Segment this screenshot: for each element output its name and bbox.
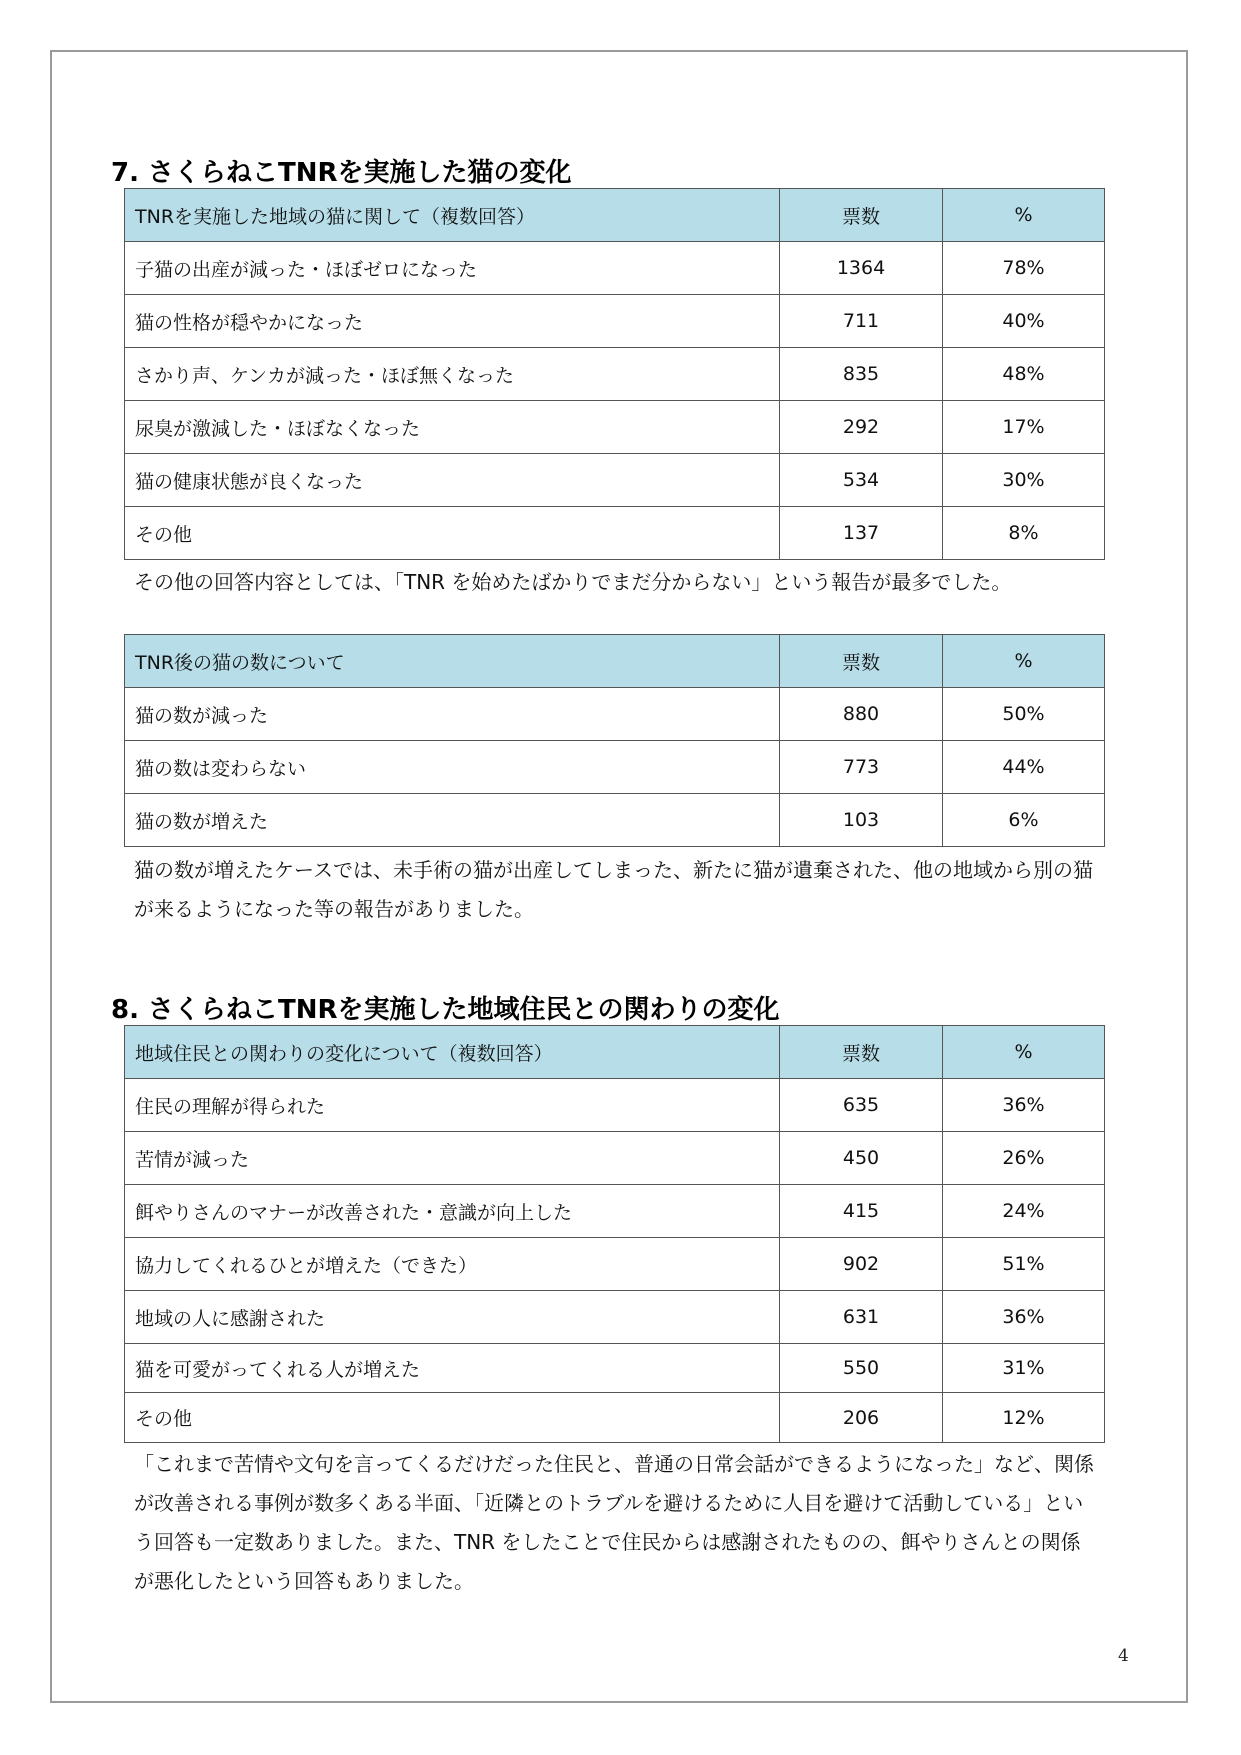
table2-note: 猫の数が増えたケースでは、未手術の猫が出産してしまった、新たに猫が遺棄された、他の地域から別の猫が来るようになった等の報告がありました。 xyxy=(134,858,1093,921)
table-row xyxy=(125,1132,1105,1185)
header-votes: 票数 xyxy=(780,189,943,242)
row-percent: 8% xyxy=(943,507,1105,560)
row-votes: 635 xyxy=(780,1079,943,1132)
table-row xyxy=(125,507,1105,560)
row-label: 地域の人に感謝された xyxy=(125,1291,780,1344)
table-row xyxy=(125,348,1105,401)
row-percent: 36% xyxy=(943,1079,1105,1132)
row-label: 子猫の出産が減った・ほぼゼロになった xyxy=(125,242,780,295)
table3-note: 「これまで苦情や文句を言ってくるだけだった住民と、普通の日常会話ができるようになった」など、関係が改善される事例が数多くある半面、「近隣とのトラブルを避けるために人目を避けて活動している」という回答も一定数ありました。また、TNR をしたことで住民からは感謝されたものの、餌やりさんとの関係が悪化したという回答もありました。 xyxy=(134,1452,1094,1593)
row-votes: 450 xyxy=(780,1132,943,1185)
row-votes: 206 xyxy=(780,1393,943,1443)
header-percent: % xyxy=(943,189,1105,242)
row-label: 尿臭が激減した・ほぼなくなった xyxy=(125,401,780,454)
row-label: さかり声、ケンカが減った・ほぼ無くなった xyxy=(125,348,780,401)
table-row xyxy=(125,688,1105,741)
header-category: 地域住民との関わりの変化について（複数回答） xyxy=(125,1026,780,1079)
header-votes: 票数 xyxy=(780,635,943,688)
row-percent: 17% xyxy=(943,401,1105,454)
table-header-row xyxy=(125,635,1105,688)
table-row xyxy=(125,1079,1105,1132)
row-label: 猫の数が減った xyxy=(125,688,780,741)
row-percent: 48% xyxy=(943,348,1105,401)
row-percent: 6% xyxy=(943,794,1105,847)
row-votes: 292 xyxy=(780,401,943,454)
row-percent: 44% xyxy=(943,741,1105,794)
row-percent: 78% xyxy=(943,242,1105,295)
header-percent: % xyxy=(943,1026,1105,1079)
table-header-row xyxy=(125,1026,1105,1079)
header-percent: % xyxy=(943,635,1105,688)
section-7-title: 7. さくらねこTNRを実施した猫の変化 xyxy=(111,158,572,188)
row-label: その他 xyxy=(125,507,780,560)
table-row xyxy=(125,741,1105,794)
row-label: 協力してくれるひとが増えた（できた） xyxy=(125,1238,780,1291)
cat-count-table xyxy=(124,634,1105,847)
row-votes: 902 xyxy=(780,1238,943,1291)
section-8-title: 8. さくらねこTNRを実施した地域住民との関わりの変化 xyxy=(111,995,780,1025)
row-votes: 773 xyxy=(780,741,943,794)
table1-note: その他の回答内容としては、「TNR を始めたばかりでまだ分からない」という報告が最多でした。 xyxy=(134,570,1012,594)
row-votes: 103 xyxy=(780,794,943,847)
row-label: 猫の健康状態が良くなった xyxy=(125,454,780,507)
row-label: 猫の数は変わらない xyxy=(125,741,780,794)
header-votes: 票数 xyxy=(780,1026,943,1079)
row-percent: 51% xyxy=(943,1238,1105,1291)
row-label: 住民の理解が得られた xyxy=(125,1079,780,1132)
row-percent: 12% xyxy=(943,1393,1105,1443)
row-votes: 835 xyxy=(780,348,943,401)
row-percent: 50% xyxy=(943,688,1105,741)
row-label: その他 xyxy=(125,1393,780,1443)
resident-relations-table xyxy=(124,1025,1105,1443)
table-row xyxy=(125,242,1105,295)
table-row xyxy=(125,794,1105,847)
table-row xyxy=(125,295,1105,348)
row-percent: 36% xyxy=(943,1291,1105,1344)
row-votes: 137 xyxy=(780,507,943,560)
row-votes: 631 xyxy=(780,1291,943,1344)
row-votes: 711 xyxy=(780,295,943,348)
table-row xyxy=(125,1393,1105,1443)
row-label: 猫を可愛がってくれる人が増えた xyxy=(125,1344,780,1393)
row-percent: 30% xyxy=(943,454,1105,507)
page-number: 4 xyxy=(1118,1646,1129,1666)
row-votes: 534 xyxy=(780,454,943,507)
table-header-row xyxy=(125,189,1105,242)
table-row xyxy=(125,1185,1105,1238)
table-row xyxy=(125,401,1105,454)
cat-change-table xyxy=(124,188,1105,560)
row-label: 餌やりさんのマナーが改善された・意識が向上した xyxy=(125,1185,780,1238)
row-label: 苦情が減った xyxy=(125,1132,780,1185)
header-category: TNRを実施した地域の猫に関して（複数回答） xyxy=(125,189,780,242)
row-percent: 40% xyxy=(943,295,1105,348)
row-percent: 31% xyxy=(943,1344,1105,1393)
row-percent: 24% xyxy=(943,1185,1105,1238)
header-category: TNR後の猫の数について xyxy=(125,635,780,688)
row-votes: 550 xyxy=(780,1344,943,1393)
table-row xyxy=(125,1291,1105,1344)
row-percent: 26% xyxy=(943,1132,1105,1185)
row-label: 猫の数が増えた xyxy=(125,794,780,847)
table-row xyxy=(125,1238,1105,1291)
row-votes: 1364 xyxy=(780,242,943,295)
table-row xyxy=(125,454,1105,507)
row-label: 猫の性格が穏やかになった xyxy=(125,295,780,348)
table-row xyxy=(125,1344,1105,1393)
row-votes: 415 xyxy=(780,1185,943,1238)
row-votes: 880 xyxy=(780,688,943,741)
